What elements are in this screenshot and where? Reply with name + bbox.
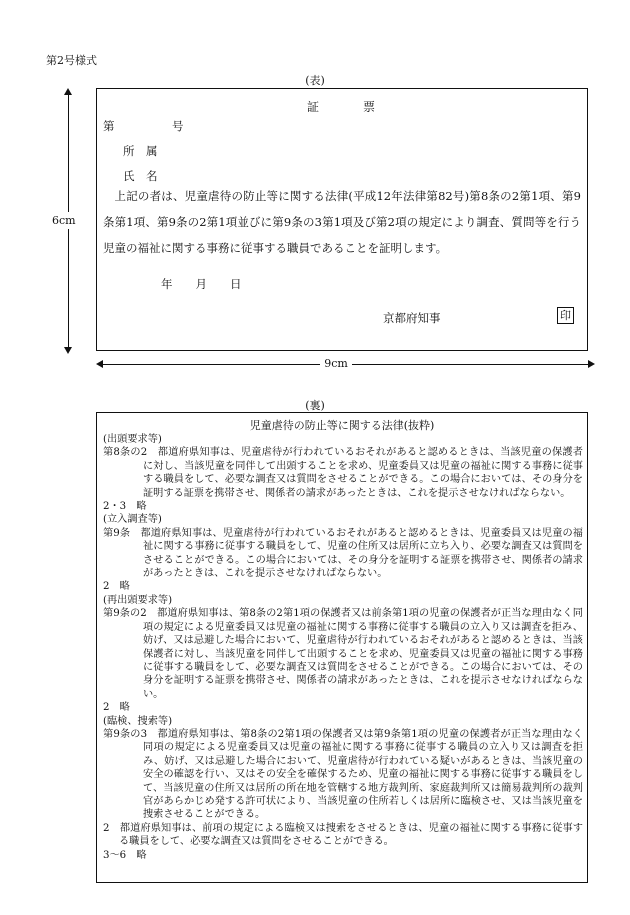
- date-line: 年 月 日: [161, 277, 242, 291]
- certificate-back: [96, 412, 588, 883]
- law-line: 2・3 略: [103, 501, 147, 513]
- arrow-right-icon: [588, 360, 595, 368]
- width-dimension-line-left: [102, 364, 320, 365]
- arrow-up-icon: [64, 88, 72, 95]
- law-line: 2 略: [103, 702, 130, 714]
- law-line: (立入調査等): [103, 514, 162, 526]
- law-line: (出頭要求等): [103, 434, 162, 445]
- seal-box: 印: [557, 307, 574, 324]
- certificate-body: 上記の者は、児童虐待の防止等に関する法律(平成12年法律第82号)第8条の2第1項、第9条第1項、第9条の2第1項並びに第9条の3第1項及び第2項の規定により調査、質問等を行う児童の福祉に関する事務に従事する職員であることを証明します。: [103, 189, 581, 255]
- law-line: 2 略: [103, 581, 130, 593]
- law-paragraph: 2 都道府県知事は、前項の規定による臨検又は捜索をさせるときは、児童の福祉に関する事務に従事する職員をして、必要な調査又は質問をさせることができる。: [103, 822, 583, 848]
- width-dimension-label: 9cm: [324, 357, 348, 370]
- width-dimension-line-right: [352, 364, 590, 365]
- arrow-left-icon: [96, 360, 103, 368]
- law-line: (臨検、捜索等): [103, 715, 173, 727]
- certificate-number-line: 第 号: [103, 119, 184, 133]
- form-number: 第2号様式: [46, 54, 97, 67]
- issuer-name: 京都府知事: [383, 311, 441, 325]
- affiliation-label: 所 属: [123, 144, 158, 158]
- certificate-title: 証 票: [306, 100, 377, 114]
- certificate-front: [96, 88, 588, 351]
- law-article: 第9条の2 都道府県知事は、第8条の2第1項の保護者又は前条第1項の児童の保護者が正当な理由なく同項の規定による児童委員又は児童の福祉に関する事務に従事する職員の立入り又は調査を拒み、妨げ、又は忌避した場合において、児童虐待が行われているおそれがあると認めるときは、当該保護者に対し、当該児童を同伴して出頭することを求め、児童委員又は児童の福祉に関する事務に従事する職員をして、必要な調査又は質問をさせることができる。この場合においては、その身分を証明する証票を携帯させ、関係者の請求があったときは、これを提示させなければならない。: [103, 608, 583, 700]
- front-side-label: (表): [305, 74, 325, 87]
- arrow-down-icon: [64, 347, 72, 354]
- law-line: 3〜6 略: [103, 849, 147, 861]
- height-dimension-label: 6cm: [52, 214, 76, 227]
- law-article: 第8条の2 都道府県知事は、児童虐待が行われているおそれがあると認めるときは、当該児童の保護者に対し、当該児童を同伴して出頭することを求め、児童委員又は児童の福祉に関する事務に従事する職員をして、必要な調査又は質問をさせることができる。この場合においては、その身分を証明する証票を携帯させ、関係者の請求があったときは、これを提示させなければならない。: [103, 447, 583, 499]
- law-article: 第9条の3 都道府県知事は、第8条の2第1項の保護者又は第9条第1項の児童の保護者が正当な理由なく同項の規定による児童委員又は児童の福祉に関する事務に従事する職員の立入り又は調査を拒み、妨げ、又は忌避した場合において、児童虐待が行われている疑いがあるときは、当該児童の安全の確認を行い、又はその安全を確保するため、児童の福祉に関する事務に従事する職員をして、当該児童の住所又は居所の所在地を管轄する地方裁判所、家庭裁判所又は簡易裁判所の裁判官があらかじめ発する許可状により、当該児童の住所若しくは居所に臨検させ、又は当該児童を捜索させることができる。: [103, 728, 583, 821]
- name-label: 氏 名: [123, 169, 158, 183]
- law-excerpt: [103, 433, 583, 862]
- back-side-label: (裏): [305, 399, 325, 412]
- back-title: 児童虐待の防止等に関する法律(抜粋): [249, 419, 435, 432]
- law-line: (再出頭要求等): [103, 594, 173, 606]
- law-article: 第9条 都道府県知事は、児童虐待が行われているおそれがあると認めるときは、児童委員又は児童の福祉に関する事務に従事する職員をして、児童の住所又は居所に立ち入り、必要な調査又は質問をさせることができる。この場合においては、その身分を証明する証票を携帯させ、関係者の請求があったときは、これを提示させなければならない。: [103, 527, 583, 580]
